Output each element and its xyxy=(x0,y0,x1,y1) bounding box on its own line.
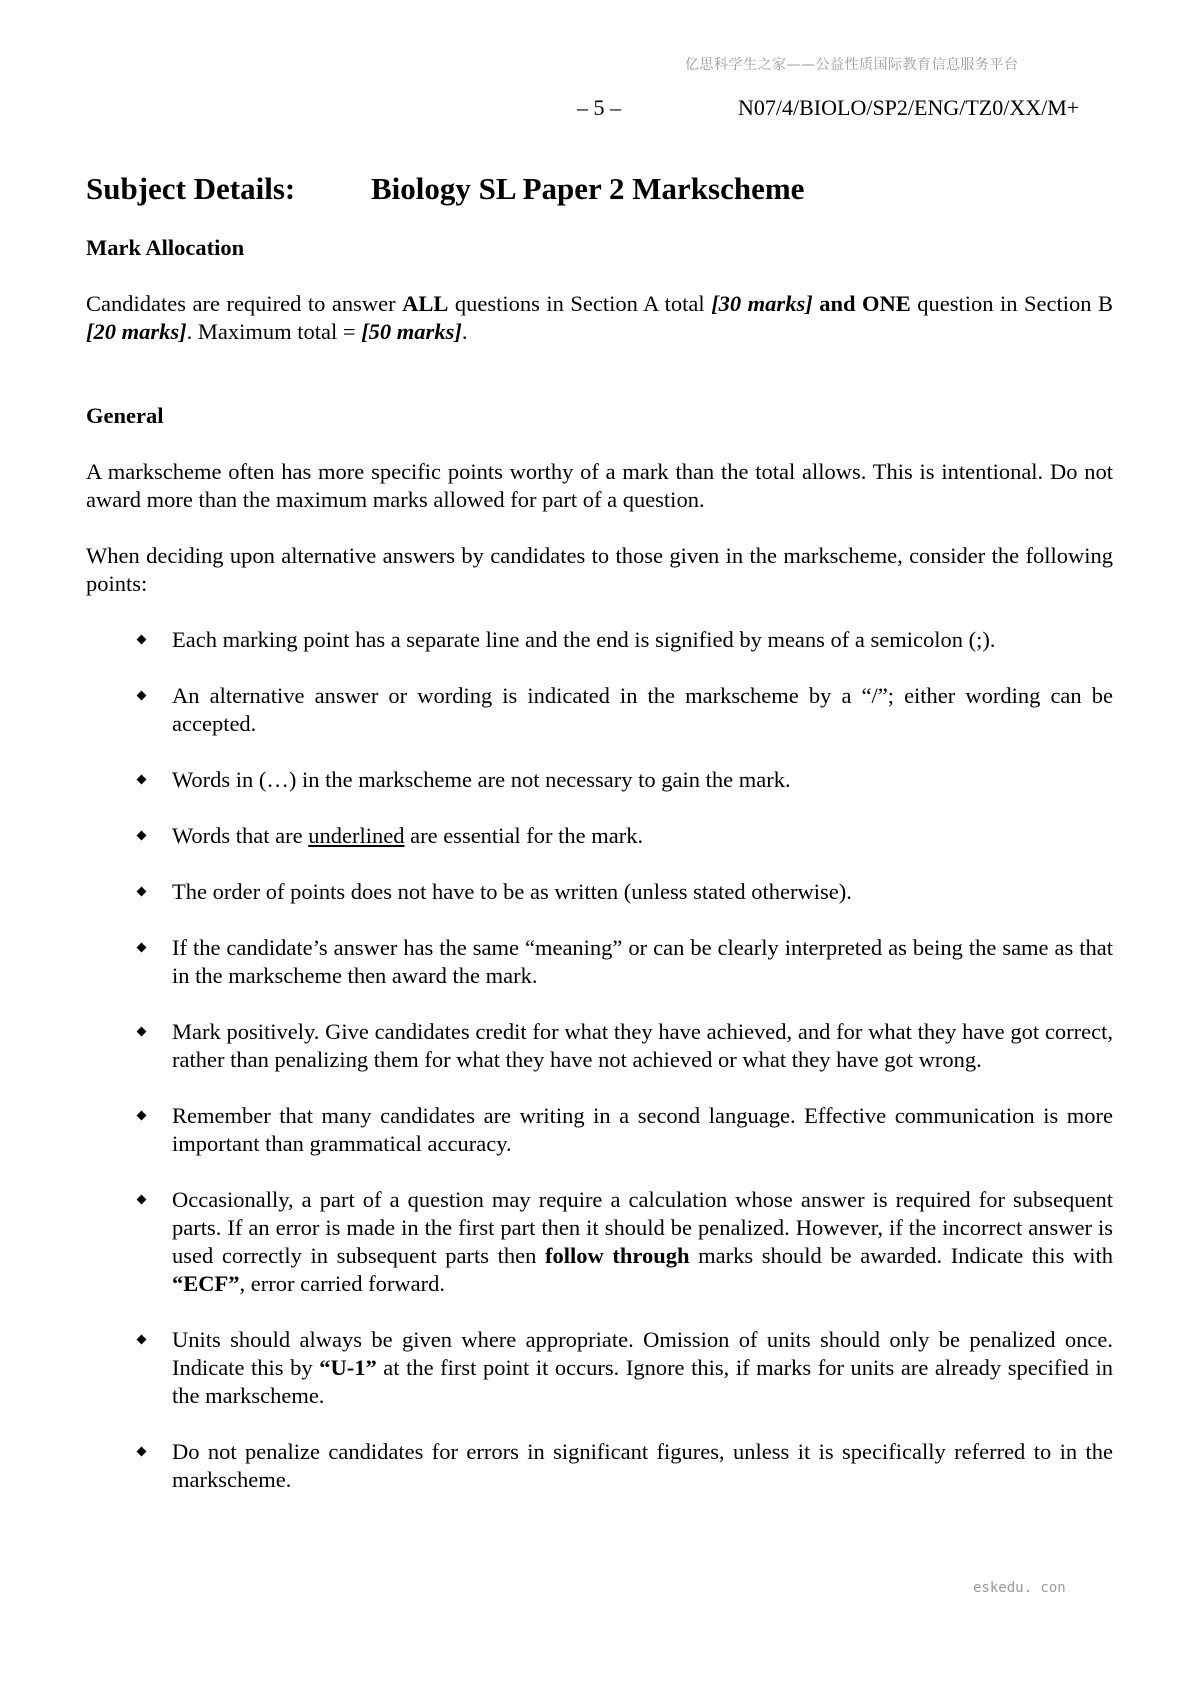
marking-points-list xyxy=(86,626,1113,1494)
title-label: Subject Details: xyxy=(86,171,296,206)
text: questions in Section A total xyxy=(448,291,712,316)
watermark-bottom: eskedu. con xyxy=(973,1580,1066,1596)
marks-emphasis: [50 marks] xyxy=(361,319,462,344)
watermark-top: 亿思科学生之家——公益性质国际教育信息服务平台 xyxy=(685,57,1019,73)
emphasis: “U-1” xyxy=(319,1355,377,1380)
list-item xyxy=(86,1186,1113,1298)
page-number: – 5 – xyxy=(577,95,621,120)
general-heading: General xyxy=(86,403,164,428)
list-item-text: Do not penalize candidates for errors in significant figures, unless it is specifically referred to in the markscheme. xyxy=(172,1439,1113,1492)
list-item-text: Occasionally, a part of a question may require a calculation whose answer is required for subsequent parts. If an error is made in the first part then it should be penalized. However, if the incorrect answer is used correctly in subsequent parts then xyxy=(172,1187,1113,1268)
list-item xyxy=(86,766,1113,794)
text: Candidates are required to answer xyxy=(86,291,403,316)
list-item xyxy=(86,822,1113,850)
title-value: Biology SL Paper 2 Markscheme xyxy=(371,171,805,206)
text: . Maximum total = xyxy=(186,319,362,344)
list-item xyxy=(86,626,1113,654)
mark-allocation-text xyxy=(86,290,1113,346)
bullet-diamond-icon xyxy=(137,1447,147,1457)
list-item xyxy=(86,934,1113,990)
list-item xyxy=(86,878,1113,906)
page-title xyxy=(86,171,804,207)
emphasis: ALL xyxy=(402,291,449,316)
document-body xyxy=(86,234,1113,1522)
text: . xyxy=(461,319,468,344)
bullet-diamond-icon xyxy=(137,1195,147,1205)
list-item xyxy=(86,1438,1113,1494)
bullet-diamond-icon xyxy=(137,1027,147,1037)
emphasis: “ECF” xyxy=(172,1271,240,1296)
bullet-diamond-icon xyxy=(137,1111,147,1121)
list-item xyxy=(86,1018,1113,1074)
list-item-text: If the candidate’s answer has the same “meaning” or can be clearly interpreted as being the same as that in the markscheme then award the mark. xyxy=(172,935,1113,988)
general-paragraph-2: When deciding upon alternative answers by candidates to those given in the markscheme, consider the following points: xyxy=(86,543,1113,596)
list-item-text: Mark positively. Give candidates credit for what they have achieved, and for what they have got correct, rather than penalizing them for what they have not achieved or what they have got wrong. xyxy=(172,1019,1113,1072)
list-item-text: An alternative answer or wording is indicated in the markscheme by a “/”; either wording can be accepted. xyxy=(172,683,1113,736)
underlined-word: underlined xyxy=(308,823,405,848)
list-item-text: Words that are xyxy=(172,823,309,848)
list-item-text: at the first point it occurs. Ignore this, if marks for units are already specified in the markscheme. xyxy=(172,1355,1113,1408)
bullet-diamond-icon xyxy=(137,775,147,785)
bullet-diamond-icon xyxy=(137,691,147,701)
general-paragraph-1: A markscheme often has more specific points worthy of a mark than the total allows. This is intentional. Do not award more than the maximum marks allowed for part of a question. xyxy=(86,459,1113,512)
bullet-diamond-icon xyxy=(137,831,147,841)
list-item-text: Words in (…) in the markscheme are not necessary to gain the mark. xyxy=(172,767,791,792)
document-code: N07/4/BIOLO/SP2/ENG/TZ0/XX/M+ xyxy=(738,95,1080,120)
bullet-diamond-icon xyxy=(137,1335,147,1345)
mark-allocation-heading: Mark Allocation xyxy=(86,235,245,260)
list-item-text: Remember that many candidates are writing in a second language. Effective communication is more important than grammatical accuracy. xyxy=(172,1103,1113,1156)
list-item-text: are essential for the mark. xyxy=(404,823,644,848)
marks-emphasis: [20 marks] xyxy=(86,319,187,344)
bullet-diamond-icon xyxy=(137,943,147,953)
list-item-text: marks should be awarded. Indicate this with xyxy=(689,1243,1113,1268)
list-item xyxy=(86,1102,1113,1158)
list-item-text: , error carried forward. xyxy=(239,1271,445,1296)
emphasis: follow through xyxy=(545,1243,690,1268)
list-item-text: Units should always be given where appropriate. Omission of units should only be penalized once. Indicate this by xyxy=(172,1327,1113,1380)
emphasis: and ONE xyxy=(812,291,911,316)
list-item xyxy=(86,682,1113,738)
list-item xyxy=(86,1326,1113,1410)
text: question in Section B xyxy=(910,291,1114,316)
list-item-text: Each marking point has a separate line and the end is signified by means of a semicolon (;). xyxy=(172,627,996,652)
marks-emphasis: [30 marks] xyxy=(711,291,813,316)
bullet-diamond-icon xyxy=(137,887,147,897)
bullet-diamond-icon xyxy=(137,635,147,645)
list-item-text: The order of points does not have to be as written (unless stated otherwise). xyxy=(172,879,852,904)
